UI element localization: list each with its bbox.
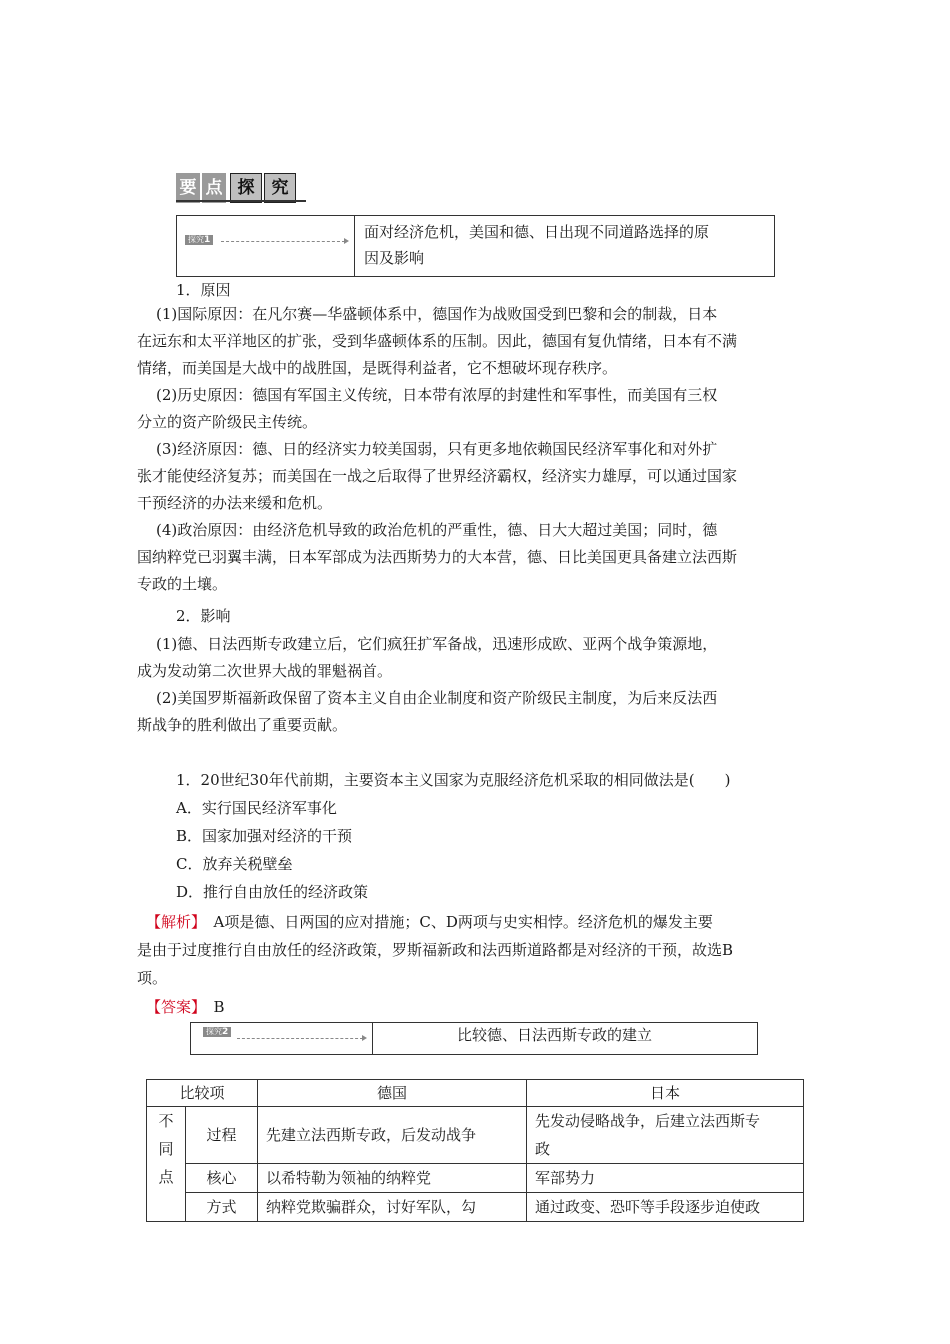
analysis-text: A项是德、日两国的应对措施；C、D两项与史实相悖。经济危机的爆发主要 — [198, 913, 713, 931]
table-cell-japan — [527, 1107, 804, 1164]
impact-line: (2)美国罗斯福新政保留了资本主义自由企业制度和资产阶级民主制度，为后来反法西 — [156, 689, 718, 707]
analysis-line: 项。 — [137, 969, 168, 987]
group-label-char: 同 — [158, 1140, 174, 1158]
table-header-row — [147, 1080, 804, 1107]
table-row — [147, 1164, 804, 1193]
probe-arrow-icon — [237, 1038, 363, 1039]
table-item-cell: 方式 — [186, 1193, 258, 1222]
probe-1-box — [176, 215, 775, 277]
reasons-heading: 1．原因 — [176, 281, 231, 299]
reason-line: (1)国际原因：在凡尔赛—华盛顿体系中，德国作为战败国受到巴黎和会的制裁，日本 — [156, 305, 718, 323]
reason-line: 张才能使经济复苏；而美国在一战之后取得了世界经济霸权，经济实力雄厚，可以通过国家 — [137, 467, 738, 485]
table-cell-germany: 以希特勒为领袖的纳粹党 — [258, 1164, 527, 1193]
table-cell-line: 政 — [535, 1140, 551, 1158]
tag-char: 点 — [202, 173, 226, 203]
group-label-char: 不 — [158, 1112, 174, 1130]
probe-badge: 探究1 — [185, 235, 213, 245]
answer-line — [146, 997, 225, 1017]
tag-char-boxed: 究 — [264, 173, 296, 203]
group-label-cell — [147, 1107, 186, 1222]
table-item-cell: 过程 — [186, 1107, 258, 1164]
table-header: 比较项 — [147, 1080, 258, 1107]
impact-heading: 2．影响 — [176, 607, 231, 625]
probe-2-title: 比较德、日法西斯专政的建立 — [457, 1026, 653, 1044]
probe-1-label-cell — [177, 216, 355, 276]
table-row — [147, 1107, 804, 1164]
reason-line: 专政的土壤。 — [137, 575, 228, 593]
group-label-char: 点 — [158, 1168, 174, 1186]
question-option: A．实行国民经济军事化 — [176, 799, 337, 817]
probe-2-label-cell — [191, 1023, 373, 1054]
table-cell-germany: 纳粹党欺骗群众，讨好军队，勾 — [258, 1193, 527, 1222]
probe-1-title-line: 面对经济危机，美国和德、日出现不同道路选择的原 — [364, 223, 710, 241]
analysis-line — [146, 912, 713, 932]
table-header: 德国 — [258, 1080, 527, 1107]
reason-line: 分立的资产阶级民主传统。 — [137, 413, 318, 431]
answer-label: 【答案】 — [146, 998, 199, 1016]
tag-underline — [176, 200, 306, 202]
probe-1-title — [364, 219, 709, 271]
impact-line: 斯战争的胜利做出了重要贡献。 — [137, 716, 348, 734]
table-cell-japan: 通过政变、恐吓等手段逐步迫使政 — [527, 1193, 804, 1222]
reason-line: 在远东和太平洋地区的扩张，受到华盛顿体系的压制。因此，德国有复仇情绪，日本有不满 — [137, 332, 738, 350]
answer-value: B — [198, 998, 225, 1016]
reason-line: 国纳粹党已羽翼丰满，日本军部成为法西斯势力的大本营，德、日比美国更具备建立法西斯 — [137, 548, 738, 566]
reason-line: 干预经济的办法来缓和危机。 — [137, 494, 333, 512]
question-option: C．放弃关税壁垒 — [176, 855, 293, 873]
table-cell-germany: 先建立法西斯专政，后发动战争 — [258, 1107, 527, 1164]
impact-line: (1)德、日法西斯专政建立后，它们疯狂扩军备战，迅速形成欧、亚两个战争策源地， — [156, 635, 718, 653]
probe-1-title-line: 因及影响 — [364, 249, 425, 267]
table-cell-japan: 军部势力 — [527, 1164, 804, 1193]
reason-line: 情绪，而美国是大战中的战胜国，是既得利益者，它不想破坏现存秩序。 — [137, 359, 618, 377]
comparison-table — [146, 1079, 804, 1222]
table-header: 日本 — [527, 1080, 804, 1107]
table-cell-line: 先发动侵略战争，后建立法西斯专 — [535, 1112, 761, 1130]
probe-2-box — [190, 1022, 758, 1055]
probe-badge: 探究2 — [203, 1027, 231, 1037]
reason-line: (2)历史原因：德国有军国主义传统，日本带有浓厚的封建性和军事性，而美国有三权 — [156, 386, 718, 404]
question-option: D．推行自由放任的经济政策 — [176, 883, 369, 901]
table-item-cell: 核心 — [186, 1164, 258, 1193]
question-option: B．国家加强对经济的干预 — [176, 827, 353, 845]
tag-char: 要 — [176, 173, 200, 203]
reason-line: (3)经济原因：德、日的经济实力较美国弱，只有更多地依赖国民经济军事化和对外扩 — [156, 440, 718, 458]
probe-arrow-icon — [221, 241, 345, 242]
impact-line: 成为发动第二次世界大战的罪魁祸首。 — [137, 662, 393, 680]
analysis-line: 是由于过度推行自由放任的经济政策，罗斯福新政和法西斯道路都是对经济的干预，故选B — [137, 941, 734, 959]
question-stem: 1．20世纪30年代前期，主要资本主义国家为克服经济危机采取的相同做法是( ) — [176, 771, 731, 789]
table-row — [147, 1193, 804, 1222]
tag-char-boxed: 探 — [230, 173, 262, 203]
analysis-label: 【解析】 — [146, 913, 199, 931]
section-tag-key-points — [176, 173, 306, 203]
reason-line: (4)政治原因：由经济危机导致的政治危机的严重性，德、日大大超过美国；同时，德 — [156, 521, 718, 539]
